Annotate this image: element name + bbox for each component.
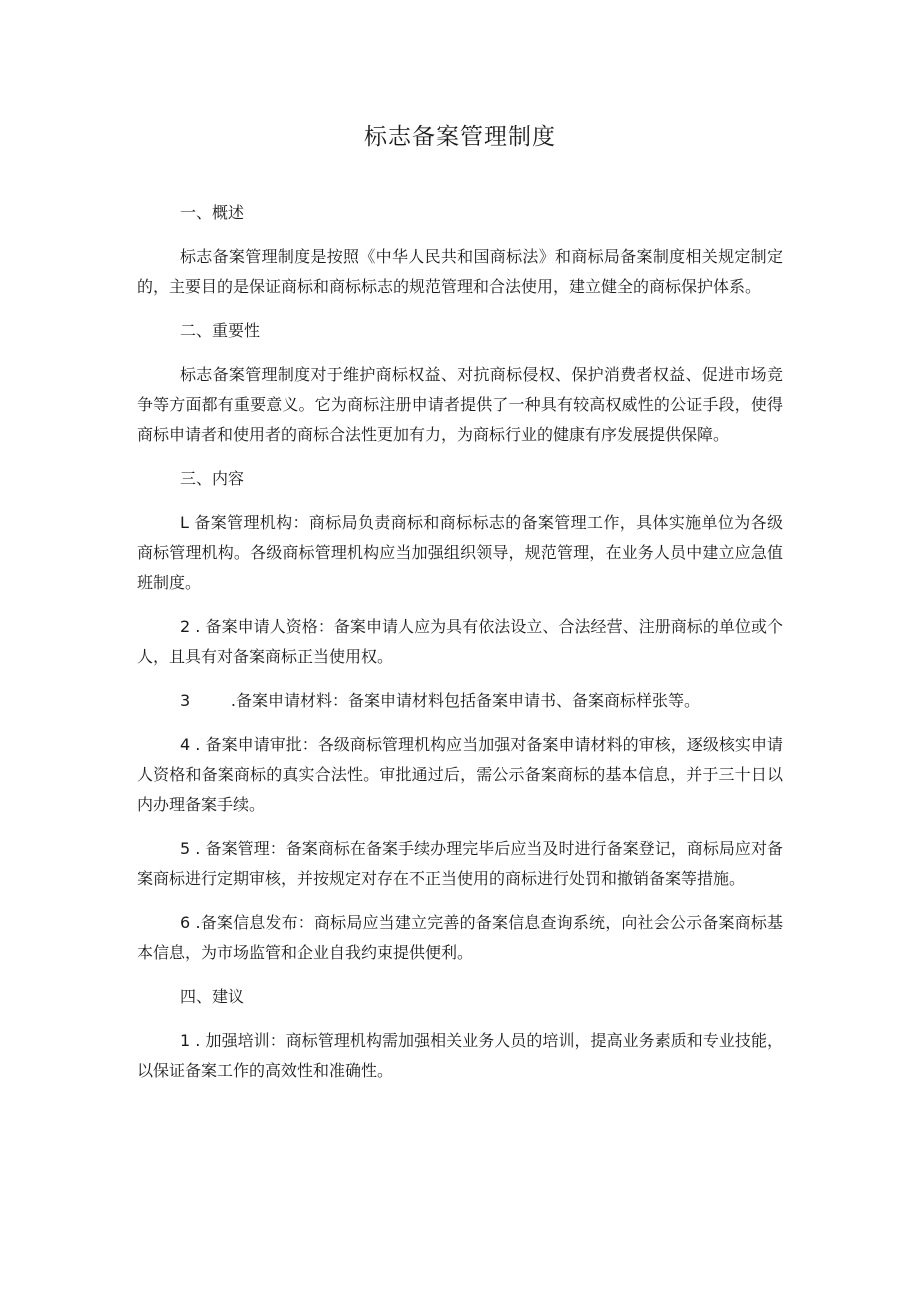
suggestion-item-1: 1 . 加强培训：商标管理机构需加强相关业务人员的培训，提高业务素质和专业技能，以保证备案工作的高效性和准确性。 [137, 1031, 783, 1080]
section-heading-suggestions: 四、建议 [180, 987, 245, 1006]
content-item-2: 2 . 备案申请人资格：备案申请人应为具有依法设立、合法经营、注册商标的单位或个人，且具有对备案商标正当使用权。 [137, 617, 783, 666]
section-heading-overview: 一、概述 [180, 203, 245, 222]
paragraph-importance: 标志备案管理制度对于维护商标权益、对抗商标侵权、保护消费者权益、促进市场竞争等方面都有重要意义。它为商标注册申请者提供了一种具有较高权威性的公证手段，使得商标申请者和使用者的商标合法性更加有力，为商标行业的健康有序发展提供保障。 [137, 365, 783, 444]
section-heading-content: 三、内容 [180, 469, 245, 488]
content-item-3: 3 .备案申请材料：备案申请材料包括备案申请书、备案商标样张等。 [180, 691, 700, 710]
paragraph-overview: 标志备案管理制度是按照《中华人民共和国商标法》和商标局备案制度相关规定制定的，主要目的是保证商标和商标标志的规范管理和合法使用，建立健全的商标保护体系。 [137, 247, 783, 296]
content-item-4: 4 . 备案申请审批：各级商标管理机构应当加强对备案申请材料的审核，逐级核实申请人资格和备案商标的真实合法性。审批通过后，需公示备案商标的基本信息，并于三十日以内办理备案手续。 [137, 735, 783, 814]
document-title: 标志备案管理制度 [364, 124, 556, 150]
content-item-6: 6 .备案信息发布：商标局应当建立完善的备案信息查询系统，向社会公示备案商标基本信息，为市场监管和企业自我约束提供便利。 [137, 913, 783, 962]
content-item-1: L 备案管理机构：商标局负责商标和商标标志的备案管理工作，具体实施单位为各级商标管理机构。各级商标管理机构应当加强组织领导，规范管理，在业务人员中建立应急值班制度。 [137, 513, 783, 592]
document-body [137, 198, 783, 1086]
section-heading-importance: 二、重要性 [180, 321, 261, 340]
content-item-5: 5 . 备案管理：备案商标在备案手续办理完毕后应当及时进行备案登记，商标局应对备案商标进行定期审核，并按规定对存在不正当使用的商标进行处罚和撤销备案等措施。 [137, 839, 783, 888]
